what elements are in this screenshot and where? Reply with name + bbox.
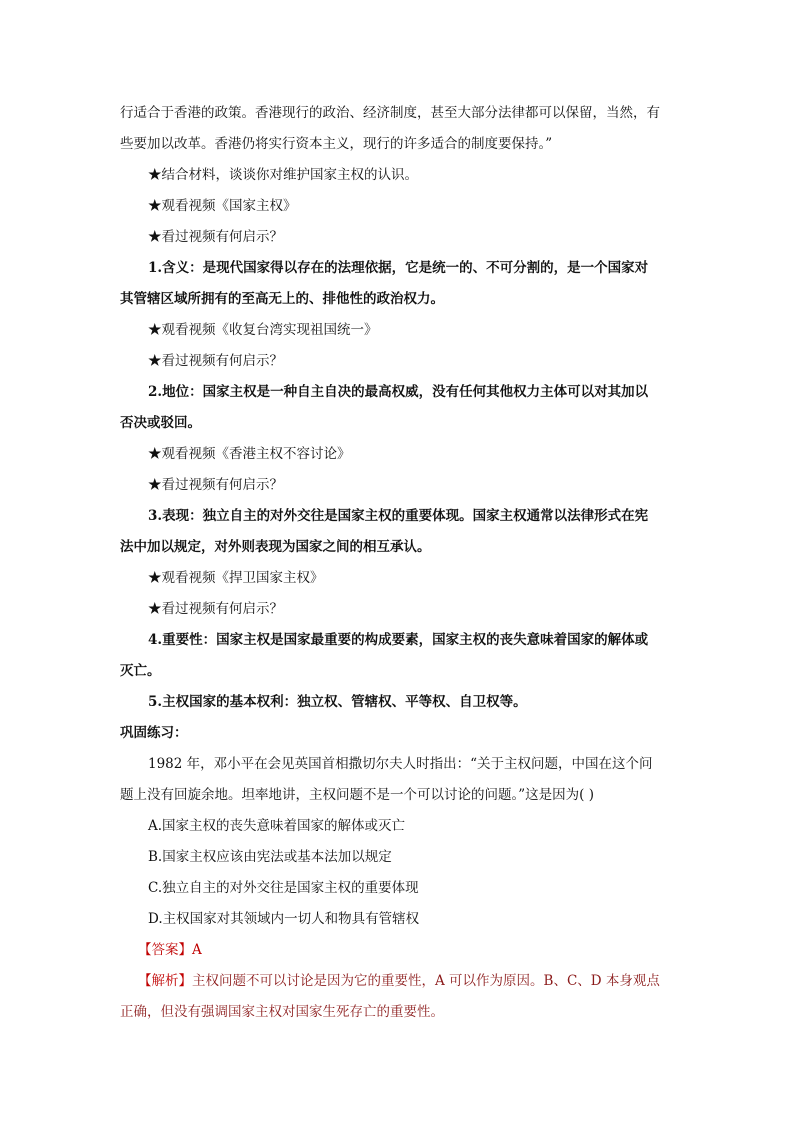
- prompt-reflect: ★结合材料，谈谈你对维护国家主权的认识。: [148, 167, 418, 183]
- prompt-video-sovereignty: ★观看视频《国家主权》: [148, 198, 297, 214]
- explanation-line-1: [138, 972, 660, 990]
- option-c: C.独立自主的对外交往是国家主权的重要体现: [148, 880, 419, 896]
- point-importance-line-2: 灭亡。: [120, 663, 161, 679]
- question-line-1: 1982 年，邓小平在会见英国首相撒切尔夫人时指出：“关于主权问题，中国在这个问: [148, 756, 653, 772]
- intro-line-2: 些要加以改革。香港仍将实行资本主义，现行的许多适合的制度要保持。”: [120, 136, 553, 152]
- exercise-heading: 巩固练习：: [120, 725, 188, 741]
- point-status-line-1: 2.地位：国家主权是一种自主自决的最高权威，没有任何其他权力主体可以对其加以: [148, 384, 649, 400]
- explanation-line-2: 正确，但没有强调国家主权对国家生死存亡的重要性。: [120, 1004, 444, 1020]
- option-d: D.主权国家对其领域内一切人和物具有管辖权: [148, 911, 420, 927]
- prompt-inspiration: ★看过视频有何启示？: [148, 229, 283, 245]
- point-status-line-2: 否决或驳回。: [120, 415, 201, 431]
- point-definition-line-1: 1.含义：是现代国家得以存在的法理依据，它是统一的、不可分割的，是一个国家对: [148, 260, 649, 276]
- answer-value: A: [192, 942, 202, 958]
- point-importance-line-1: 4.重要性：国家主权是国家最重要的构成要素，国家主权的丧失意味着国家的解体或: [148, 632, 649, 648]
- prompt-video-defend: ★观看视频《捍卫国家主权》: [148, 570, 324, 586]
- point-expression-line-2: 法中加以规定，对外则表现为国家之间的相互承认。: [120, 539, 431, 555]
- answer-line: [138, 941, 202, 959]
- prompt-video-hongkong: ★观看视频《香港主权不容讨论》: [148, 446, 351, 462]
- prompt-inspiration: ★看过视频有何启示？: [148, 601, 283, 617]
- answer-tag: 【答案】: [138, 942, 192, 958]
- point-definition-line-2: 其管辖区域所拥有的至高无上的、排他性的政治权力。: [120, 291, 444, 307]
- option-b: B.国家主权应该由宪法或基本法加以规定: [148, 849, 392, 865]
- point-expression-line-1: 3.表现：独立自主的对外交往是国家主权的重要体现。国家主权通常以法律形式在宪: [148, 508, 649, 524]
- explanation-tag: 【解析】: [138, 973, 192, 989]
- option-a: A.国家主权的丧失意味着国家的解体或灭亡: [148, 818, 406, 834]
- explanation-text: 主权问题不可以讨论是因为它的重要性，A 可以作为原因。B、C、D 本身观点: [192, 973, 660, 989]
- prompt-video-taiwan: ★观看视频《收复台湾实现祖国统一》: [148, 322, 378, 338]
- intro-line-1: 行适合于香港的政策。香港现行的政治、经济制度，甚至大部分法律都可以保留，当然，有: [120, 105, 660, 121]
- prompt-inspiration: ★看过视频有何启示？: [148, 477, 283, 493]
- prompt-inspiration: ★看过视频有何启示？: [148, 353, 283, 369]
- point-rights: 5.主权国家的基本权利：独立权、管辖权、平等权、自卫权等。: [148, 694, 527, 710]
- question-line-2: 题上没有回旋余地。坦率地讲，主权问题不是一个可以讨论的问题。”这是因为( ): [120, 787, 594, 803]
